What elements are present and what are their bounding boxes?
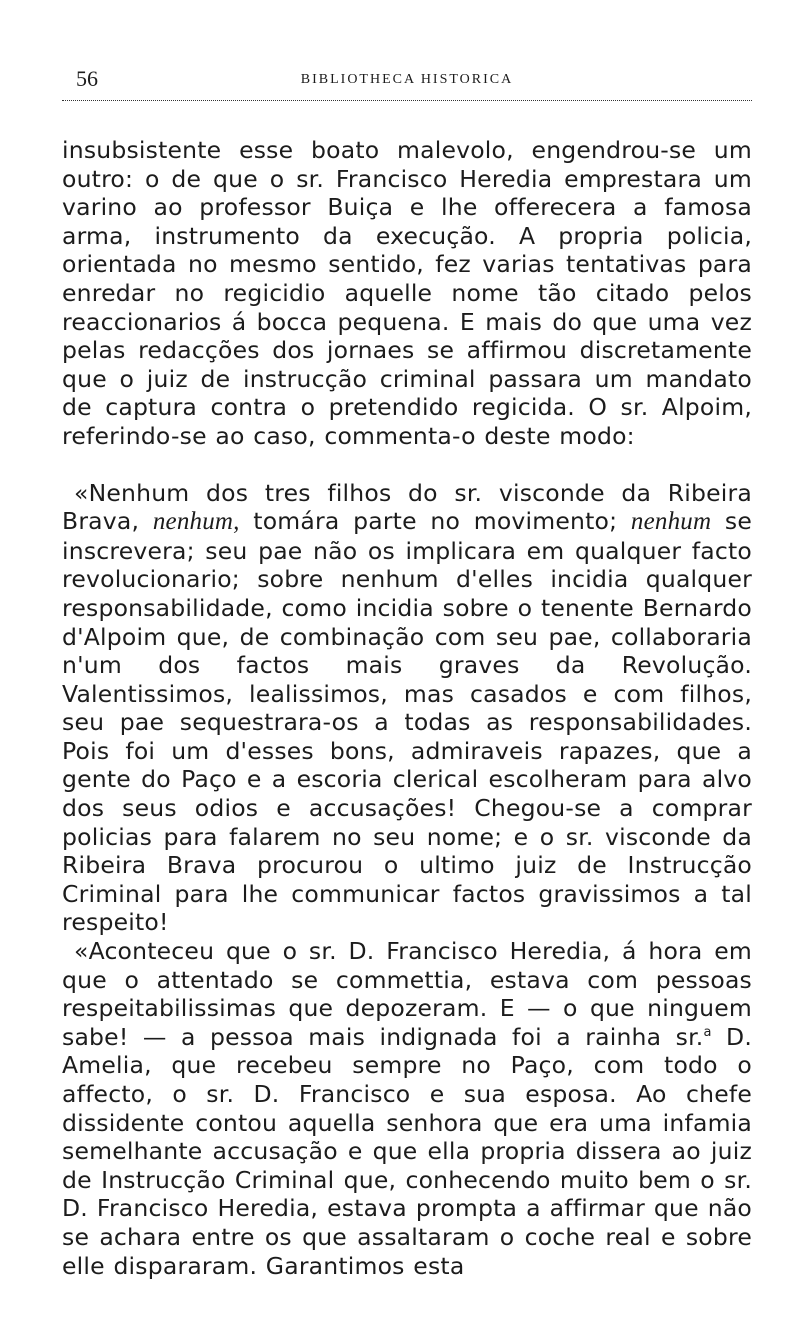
header-rule: [62, 100, 752, 101]
paragraph-1-text: insubsistente esse boato malevolo, engendrou-se um outro: o de que o sr. Francisco Heredia emprestara um varino ao professor Buiça e lhe offerecera a famosa arma, instrumento da execução. A propria policia, orientada no mesmo sentido, fez varias tentativas para enredar no regicidio aquelle nome tão citado pelos reaccionarios á bocca pequena. E mais do que uma vez pelas redacções dos jornaes se affirmou discretamente que o juiz de instrucção criminal passara um mandato de captura contra o pretendido regicida. O sr. Alpoim, referindo-se ao caso, commenta-o deste modo:: [62, 136, 752, 450]
emphasis-nenhum-2: nenhum: [630, 508, 712, 536]
emphasis-nenhum-1: nenhum,: [152, 508, 240, 536]
paragraph-1: [62, 136, 752, 451]
paragraph-3-rest: D. Amelia, que recebeu sempre no Paço, com todo o affecto, o sr. D. Francisco e sua esposa. Ao chefe dissidente contou aquella senhora que era uma infamia semelhante accusação e que ella propria dissera ao juiz de Instrucção Criminal que, conhecendo muito bem o sr. D. Francisco Heredia, estava prompta a affirmar que não se achara entre os que assaltaram o coche real e sobre elle dispararam. Garantimos esta: [62, 1022, 752, 1280]
paragraph-2-mid: tomára parte no movimento;: [239, 507, 631, 536]
paragraph-3-start: «Aconteceu que o sr. D. Francisco Heredia, á hora em que o attentado se commettia, estava com pessoas respeitabilissimas que depozeram. E — o que ninguem sabe! — a pessoa mais indignada foi a rainha sr.: [62, 937, 752, 1051]
body-text: [62, 136, 752, 1280]
running-title: BIBLIOTHECA HISTORICA: [300, 72, 514, 87]
paragraph-2-start: «Nenhum dos tres filhos do sr. visconde da Ribeira Brava,: [62, 478, 752, 536]
superscript-a: a: [703, 1024, 712, 1040]
page-number: 56: [76, 66, 98, 91]
paragraph-2: [62, 479, 752, 938]
running-head: [62, 66, 752, 106]
paragraph-2-rest: se inscrevera; seu pae não os implicara em qualquer facto revolucionario; sobre nenhum d'elles incidia qualquer responsabilidade, como incidia sobre o tenente Bernardo d'Alpoim que, de combinação com seu pae, collaboraria n'um dos factos mais graves da Revolução. Valentissimos, lealissimos, mas casados e com filhos, seu pae sequestrara-os a todas as responsabilidades. Pois foi um d'esses bons, admiraveis rapazes, que a gente do Paço e a escoria clerical escolheram para alvo dos seus odios e accusações! Chegou-se a comprar policias para falarem no seu nome; e o sr. visconde da Ribeira Brava procurou o ultimo juiz de Instrucção Criminal para lhe communicar factos gravissimos a tal respeito!: [62, 507, 752, 937]
paragraph-3: [62, 937, 752, 1280]
